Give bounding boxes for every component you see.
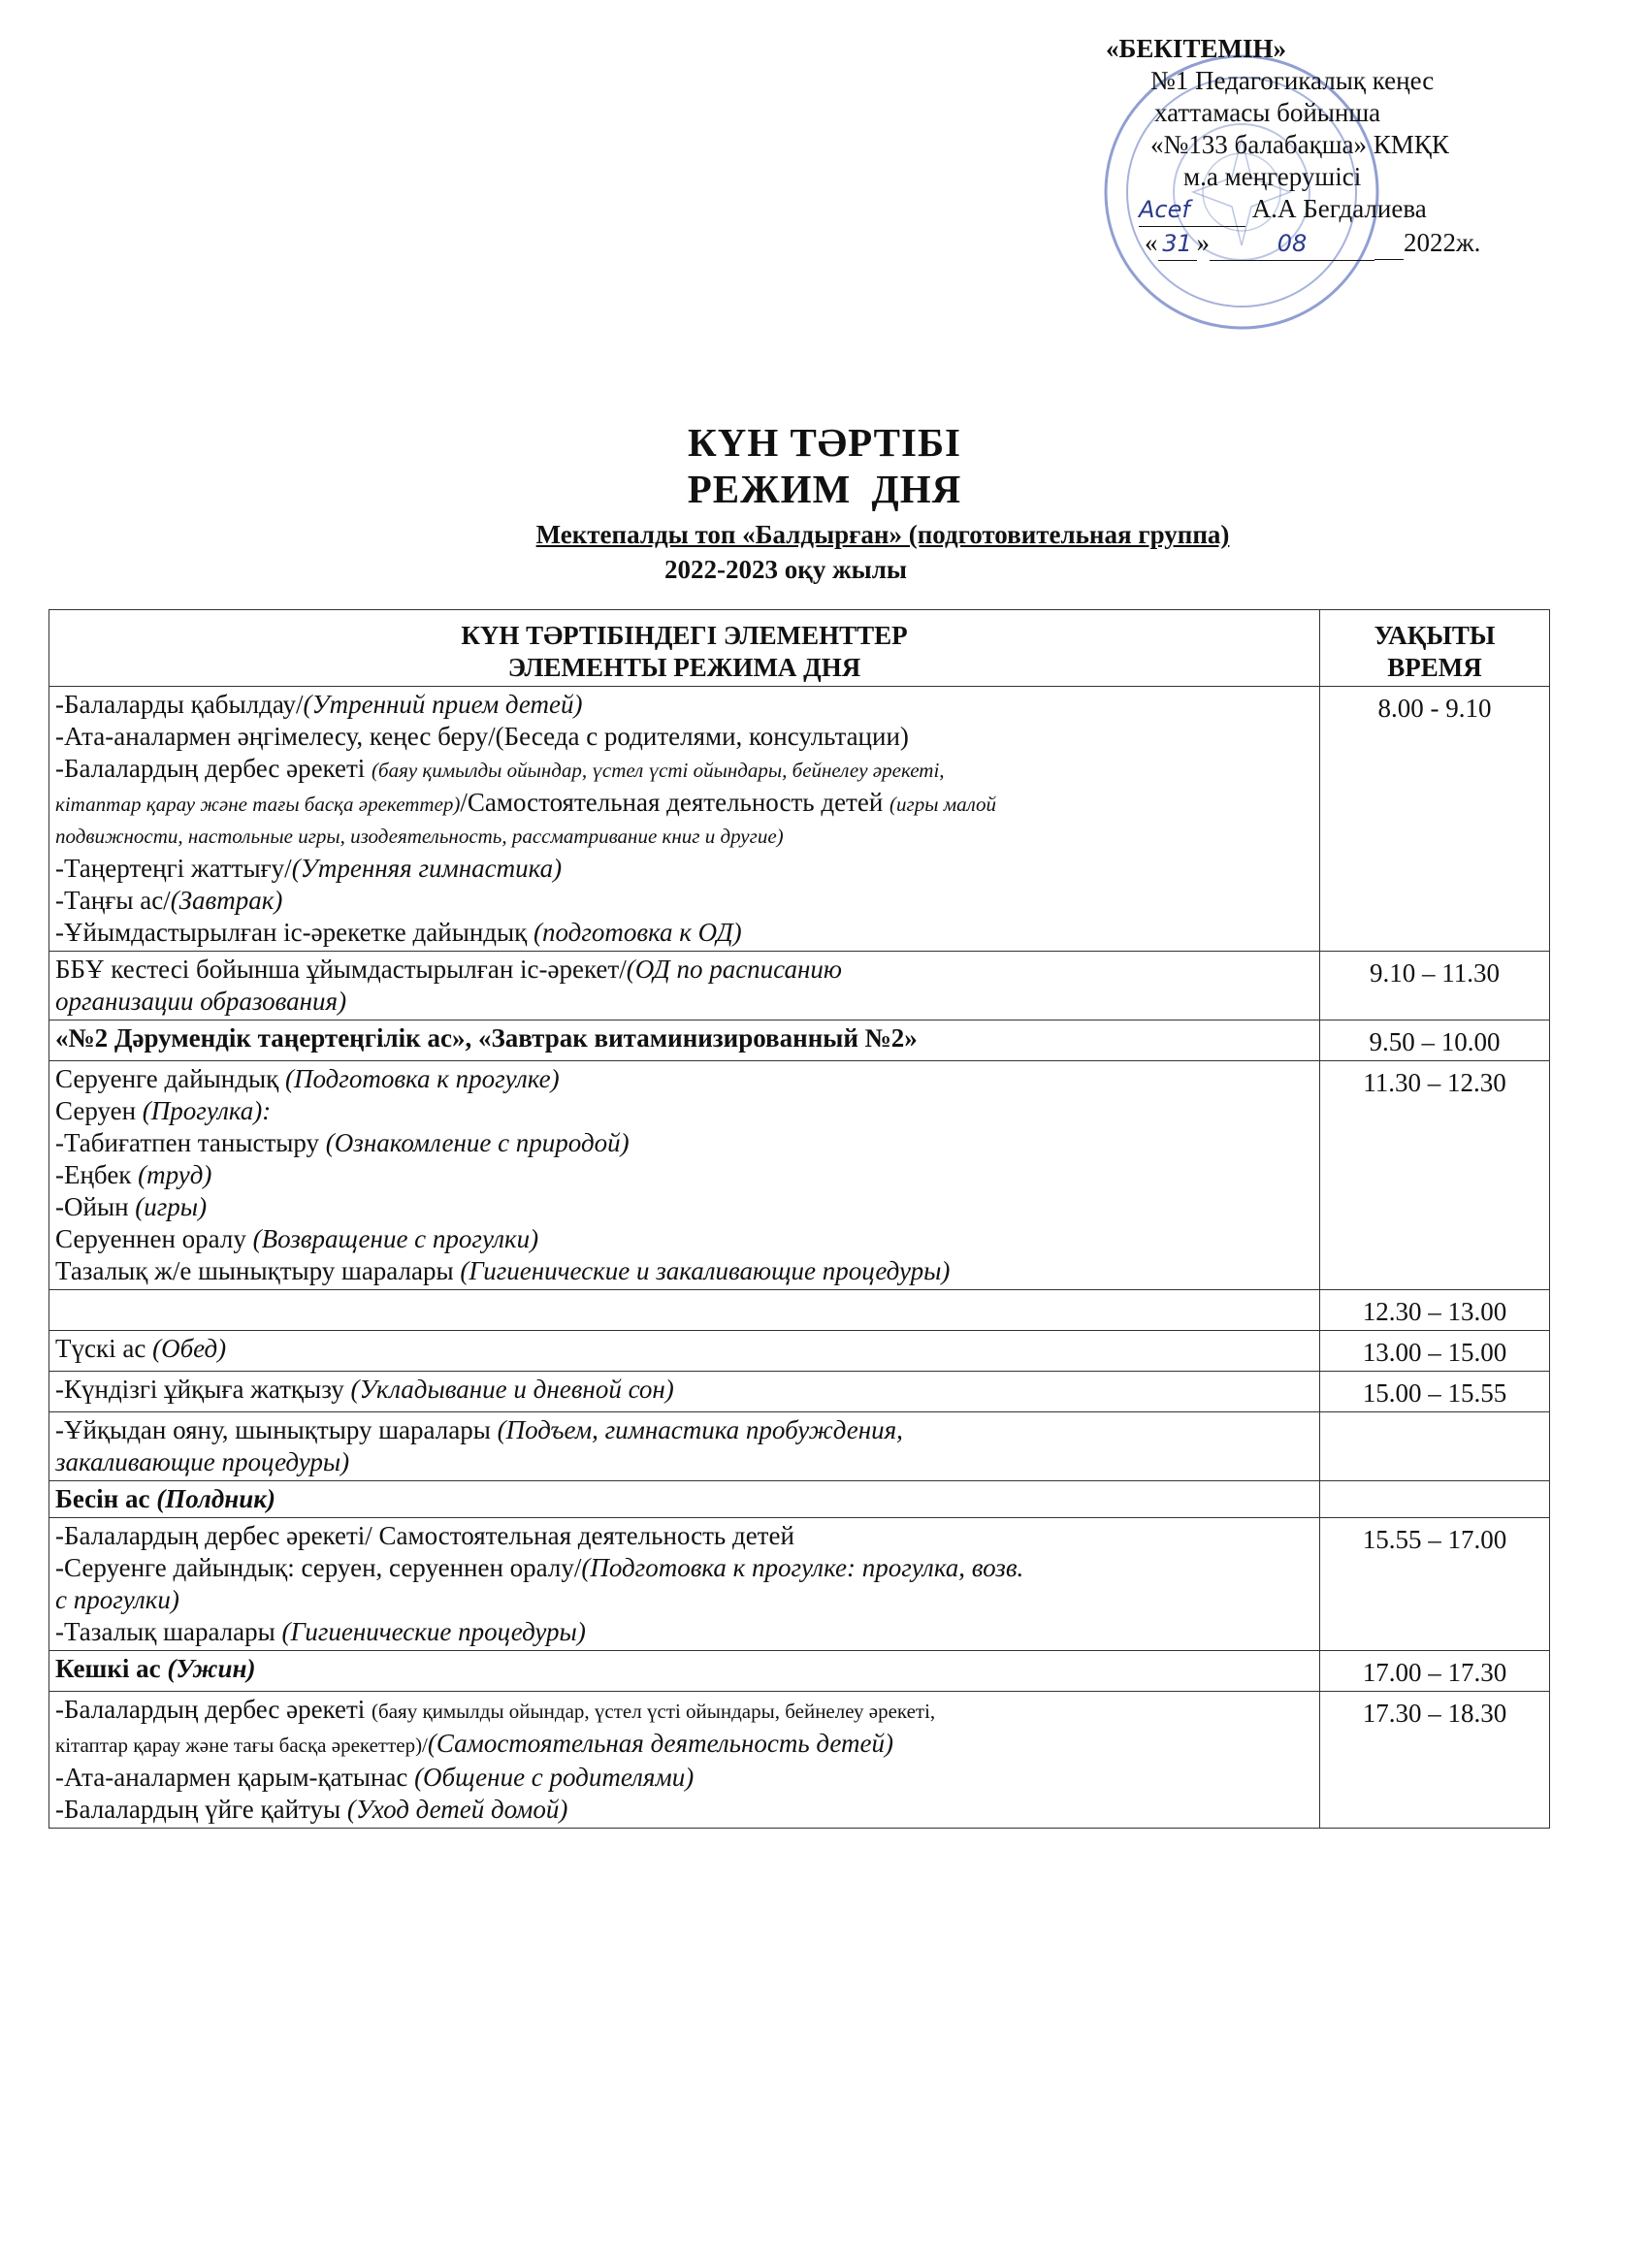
header-elements: КҮН ТӘРТІБІНДЕГІ ЭЛЕМЕНТТЕР ЭЛЕМЕНТЫ РЕЖИМА ДНЯ — [49, 610, 1320, 687]
row-time: 9.10 – 11.30 — [1320, 952, 1550, 1021]
approval-line-4: м.а меңгерушісі — [1183, 162, 1362, 191]
date-month-blank — [1210, 227, 1374, 261]
row-time: 13.00 – 15.00 — [1320, 1331, 1550, 1372]
table-header-row — [49, 610, 1550, 687]
header-time: УАҚЫТЫ ВРЕМЯ — [1320, 610, 1550, 687]
table-row — [49, 1021, 1550, 1061]
daily-schedule-table — [48, 609, 1550, 1829]
row-time: 15.55 – 17.00 — [1320, 1518, 1550, 1651]
approval-line-1: №1 Педагогикалық кеңес — [1150, 66, 1435, 95]
row-activity — [49, 1290, 1320, 1331]
approval-line-2: хаттамасы бойынша — [1154, 98, 1381, 127]
approval-date: « 31 » 08 2022ж. — [1106, 227, 1610, 261]
group-title: Мектепалды топ «Балдырған» (подготовительная группа) — [535, 520, 1230, 549]
table-row — [49, 1061, 1550, 1290]
row-activity: ББҰ кестесі бойынша ұйымдастырылған іс-әрекет/(ОД по расписанию организации образования) — [49, 952, 1320, 1021]
row-time: 12.30 – 13.00 — [1320, 1290, 1550, 1331]
approval-heading: «БЕКІТЕМІН» — [1106, 34, 1286, 63]
row-activity: -Балалардың дербес әрекеті/ Самостоятельная деятельность детей -Серуенге дайындық: серуен, серуеннен оралу/(Подготовка к прогулке: прогулка, возв. с прогулки) -Тазалық шаралары (Гигиенические процедуры) — [49, 1518, 1320, 1651]
table-row — [49, 1692, 1550, 1829]
signature-blank — [1139, 193, 1245, 227]
row-time: 17.00 – 17.30 — [1320, 1651, 1550, 1692]
title-ru: РЕЖИМ ДНЯ — [687, 467, 962, 511]
row-time: 17.30 – 18.30 — [1320, 1692, 1550, 1829]
handwritten-signature: Acef — [1139, 196, 1190, 223]
table-row — [49, 952, 1550, 1021]
signature-line — [1106, 193, 1610, 227]
row-activity: Серуенге дайындық (Подготовка к прогулке) Серуен (Прогулка): -Табиғатпен таныстыру (Ознакомление с природой) -Еңбек (труд) -Ойын (игры) Серуеннен оралу (Возвращение с прогулки) Тазалық ж/е шынықтыру шаралары (Гигиенические и закаливающие процедуры) — [49, 1061, 1320, 1290]
title-kz: КҮН ТӘРТІБІ — [687, 420, 962, 465]
table-row — [49, 1518, 1550, 1651]
row-time: 8.00 - 9.10 — [1320, 687, 1550, 952]
academic-year: 2022-2023 оқу жылы — [664, 555, 907, 584]
row-activity: Кешкі ас (Ужин) — [49, 1651, 1320, 1692]
row-activity: -Балаларды қабылдау/(Утренний прием детей) -Ата-аналармен әңгімелесу, кеңес беру/(Беседа с родителями, консультации) -Балалардың дербес әрекеті (баяу қимылды ойындар, үстел үсті ойындары, бейнелеу әрекеті, кітаптар қарау және тағы басқа әрекеттер)/Самостоятельная деятельность детей (игры малой подвижности, настольные игры, изодеятельность, рассматривание книг и другие) -Таңертеңгі жаттығу/(Утренняя гимнастика) -Таңғы ас/(Завтрак) -Ұйымдастырылған іс-әрекетке дайындық (подготовка к ОД) — [49, 687, 1320, 952]
row-activity: Бесін ас (Полдник) — [49, 1481, 1320, 1518]
row-time: 11.30 – 12.30 — [1320, 1061, 1550, 1290]
table-row — [49, 687, 1550, 952]
signature-name: А.А Бегдалиева — [1251, 194, 1427, 223]
row-time — [1320, 1412, 1550, 1481]
approval-line-3: «№133 балабақша» КМҚК — [1150, 130, 1449, 159]
table-row — [49, 1651, 1550, 1692]
row-activity: -Балалардың дербес әрекеті (баяу қимылды ойындар, үстел үсті ойындары, бейнелеу әрекеті, кітаптар қарау және тағы басқа әрекеттер)/(Самостоятельная деятельность детей) -Ата-аналармен қарым-қатынас (Общение с родителями) -Балалардың үйге қайтуы (Уход детей домой) — [49, 1692, 1320, 1829]
date-day: 31 — [1158, 228, 1197, 261]
row-activity: Түскі ас (Обед) — [49, 1331, 1320, 1372]
table-row — [49, 1290, 1550, 1331]
table-row — [49, 1331, 1550, 1372]
approval-block — [1106, 33, 1610, 261]
row-time: 15.00 – 15.55 — [1320, 1372, 1550, 1412]
table-row — [49, 1372, 1550, 1412]
table-row — [49, 1481, 1550, 1518]
date-month: 08 — [1277, 230, 1308, 257]
row-time: 9.50 – 10.00 — [1320, 1021, 1550, 1061]
row-time — [1320, 1481, 1550, 1518]
row-activity: «№2 Дәрумендік таңертеңгілік ас», «Завтрак витаминизированный №2» — [49, 1021, 1320, 1061]
date-year: 2022ж. — [1404, 228, 1481, 257]
table-row — [49, 1412, 1550, 1481]
row-activity: -Ұйқыдан ояну, шынықтыру шаралары (Подъем, гимнастика пробуждения, закаливающие процедуры) — [49, 1412, 1320, 1481]
row-activity: -Күндізгі ұйқыға жатқызу (Укладывание и дневной сон) — [49, 1372, 1320, 1412]
